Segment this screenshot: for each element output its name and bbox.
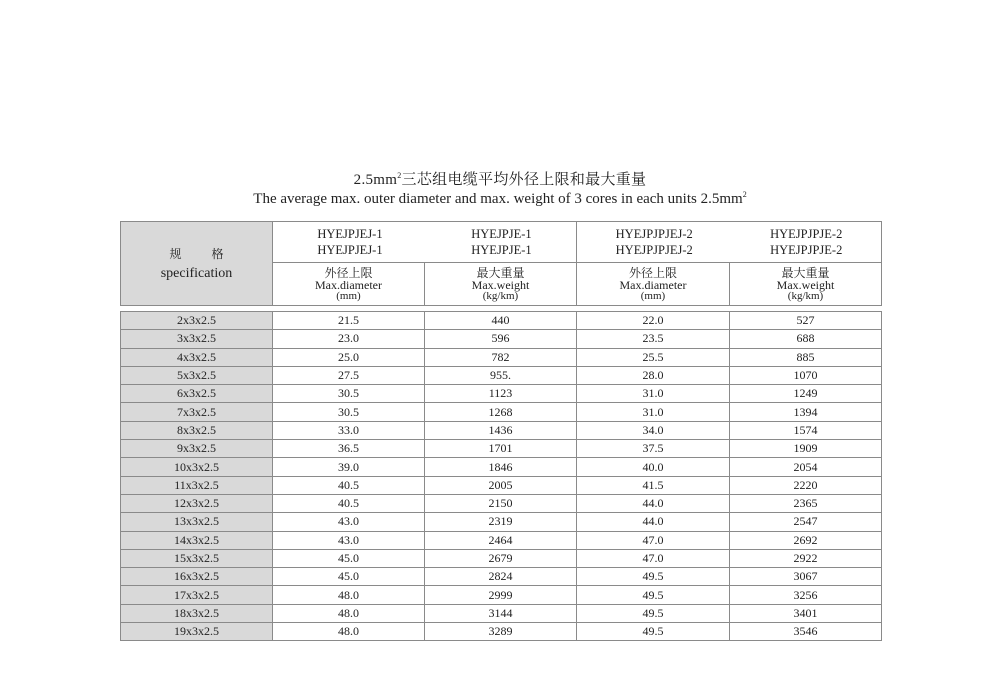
weight-1-cell: 2150 xyxy=(425,494,577,512)
weight-1-cell: 440 xyxy=(425,312,577,330)
diameter-1-cell: 43.0 xyxy=(273,513,425,531)
diameter-2-cell: 23.5 xyxy=(577,330,730,348)
model-group-1 xyxy=(273,222,577,263)
diameter-2-cell: 34.0 xyxy=(577,421,730,439)
table-row xyxy=(121,513,882,531)
spec-cell: 16x3x2.5 xyxy=(121,568,273,586)
spec-cell: 15x3x2.5 xyxy=(121,549,273,567)
spec-cell: 17x3x2.5 xyxy=(121,586,273,604)
diameter-1-cell: 48.0 xyxy=(273,623,425,641)
weight-2-cell: 2547 xyxy=(730,513,882,531)
diameter-1-cell: 30.5 xyxy=(273,403,425,421)
diameter-2-cell: 49.5 xyxy=(577,568,730,586)
diameter-1-cell: 23.0 xyxy=(273,330,425,348)
weight-2-cell: 2922 xyxy=(730,549,882,567)
diameter-2-cell: 31.0 xyxy=(577,385,730,403)
table-row xyxy=(121,330,882,348)
weight-1-cell: 1701 xyxy=(425,440,577,458)
diameter-1-cell: 45.0 xyxy=(273,568,425,586)
model-group-2 xyxy=(577,222,882,263)
weight-1-cell: 596 xyxy=(425,330,577,348)
spec-cell: 6x3x2.5 xyxy=(121,385,273,403)
spec-header-cn: 规格 xyxy=(169,247,254,261)
weight-1-cell: 2824 xyxy=(425,568,577,586)
table-row xyxy=(121,458,882,476)
spec-cell: 9x3x2.5 xyxy=(121,440,273,458)
weight-1-cell: 2005 xyxy=(425,476,577,494)
table-row xyxy=(121,604,882,622)
weight-2-cell: 3067 xyxy=(730,568,882,586)
diameter-1-cell: 39.0 xyxy=(273,458,425,476)
spec-header xyxy=(121,222,273,306)
weight-2-cell: 2054 xyxy=(730,458,882,476)
table-row xyxy=(121,385,882,403)
weight-2-cell: 885 xyxy=(730,348,882,366)
diameter-1-cell: 21.5 xyxy=(273,312,425,330)
col-header-weight-1: 最大重量 Max.weight (kg/km) xyxy=(425,263,577,306)
spec-header-en: specification xyxy=(160,266,233,281)
weight-2-cell: 1574 xyxy=(730,421,882,439)
spec-cell: 7x3x2.5 xyxy=(121,403,273,421)
table-row xyxy=(121,312,882,330)
diameter-1-cell: 30.5 xyxy=(273,385,425,403)
table-row xyxy=(121,366,882,384)
weight-2-cell: 1070 xyxy=(730,366,882,384)
spec-cell: 18x3x2.5 xyxy=(121,604,273,622)
weight-1-cell: 2679 xyxy=(425,549,577,567)
weight-2-cell: 1249 xyxy=(730,385,882,403)
model-group-2-col1: HYEJPJPJEJ-2 HYEJPJPJEJ-2 xyxy=(615,227,693,258)
weight-2-cell: 3401 xyxy=(730,604,882,622)
weight-2-cell: 1909 xyxy=(730,440,882,458)
weight-2-cell: 3546 xyxy=(730,623,882,641)
table-row xyxy=(121,586,882,604)
diameter-1-cell: 33.0 xyxy=(273,421,425,439)
diameter-2-cell: 44.0 xyxy=(577,513,730,531)
table-row xyxy=(121,348,882,366)
model-group-1-col1: HYEJPJEJ-1 HYEJPJEJ-1 xyxy=(317,227,383,258)
weight-1-cell: 1846 xyxy=(425,458,577,476)
diameter-1-cell: 25.0 xyxy=(273,348,425,366)
spec-cell: 11x3x2.5 xyxy=(121,476,273,494)
diameter-1-cell: 36.5 xyxy=(273,440,425,458)
spec-cell: 3x3x2.5 xyxy=(121,330,273,348)
weight-1-cell: 3144 xyxy=(425,604,577,622)
diameter-1-cell: 40.5 xyxy=(273,494,425,512)
table-row xyxy=(121,421,882,439)
diameter-2-cell: 44.0 xyxy=(577,494,730,512)
diameter-1-cell: 27.5 xyxy=(273,366,425,384)
spec-cell: 14x3x2.5 xyxy=(121,531,273,549)
weight-1-cell: 1436 xyxy=(425,421,577,439)
spec-cell: 10x3x2.5 xyxy=(121,458,273,476)
diameter-2-cell: 40.0 xyxy=(577,458,730,476)
weight-2-cell: 3256 xyxy=(730,586,882,604)
diameter-2-cell: 22.0 xyxy=(577,312,730,330)
table-row xyxy=(121,531,882,549)
weight-1-cell: 1123 xyxy=(425,385,577,403)
diameter-2-cell: 37.5 xyxy=(577,440,730,458)
weight-1-cell: 2319 xyxy=(425,513,577,531)
table-row xyxy=(121,568,882,586)
table-row xyxy=(121,623,882,641)
diameter-2-cell: 25.5 xyxy=(577,348,730,366)
weight-2-cell: 688 xyxy=(730,330,882,348)
model-group-2-col2: HYEJPJPJE-2 HYEJPJPJE-2 xyxy=(770,227,843,258)
weight-2-cell: 1394 xyxy=(730,403,882,421)
cable-spec-table xyxy=(120,221,882,641)
spec-cell: 12x3x2.5 xyxy=(121,494,273,512)
spec-cell: 19x3x2.5 xyxy=(121,623,273,641)
diameter-1-cell: 48.0 xyxy=(273,586,425,604)
weight-1-cell: 782 xyxy=(425,348,577,366)
spec-cell: 13x3x2.5 xyxy=(121,513,273,531)
weight-1-cell: 1268 xyxy=(425,403,577,421)
col-header-diameter-1: 外径上限 Max.diameter (mm) xyxy=(273,263,425,306)
weight-2-cell: 527 xyxy=(730,312,882,330)
spec-cell: 2x3x2.5 xyxy=(121,312,273,330)
weight-2-cell: 2365 xyxy=(730,494,882,512)
diameter-1-cell: 45.0 xyxy=(273,549,425,567)
spec-cell: 5x3x2.5 xyxy=(121,366,273,384)
diameter-1-cell: 40.5 xyxy=(273,476,425,494)
table-row xyxy=(121,403,882,421)
model-group-1-col2: HYEJPJE-1 HYEJPJE-1 xyxy=(471,227,532,258)
table-title-cn: $2.5mm^2$三芯组电缆平均外径上限和最大重量 xyxy=(353,171,647,188)
diameter-2-cell: 49.5 xyxy=(577,604,730,622)
table-row xyxy=(121,549,882,567)
diameter-2-cell: 28.0 xyxy=(577,366,730,384)
weight-1-cell: 2464 xyxy=(425,531,577,549)
diameter-2-cell: 47.0 xyxy=(577,549,730,567)
diameter-2-cell: 47.0 xyxy=(577,531,730,549)
table-row xyxy=(121,476,882,494)
col-header-diameter-2: 外径上限 Max.diameter (mm) xyxy=(577,263,730,306)
table-title-en: The average max. outer diameter and max. weight of 3 cores in each units $2.5mm^2$ xyxy=(253,190,747,207)
spec-cell: 4x3x2.5 xyxy=(121,348,273,366)
diameter-2-cell: 49.5 xyxy=(577,586,730,604)
weight-1-cell: 3289 xyxy=(425,623,577,641)
weight-2-cell: 2220 xyxy=(730,476,882,494)
diameter-1-cell: 43.0 xyxy=(273,531,425,549)
diameter-2-cell: 49.5 xyxy=(577,623,730,641)
diameter-2-cell: 31.0 xyxy=(577,403,730,421)
diameter-2-cell: 41.5 xyxy=(577,476,730,494)
weight-1-cell: 955. xyxy=(425,366,577,384)
spec-cell: 8x3x2.5 xyxy=(121,421,273,439)
weight-1-cell: 2999 xyxy=(425,586,577,604)
col-header-weight-2: 最大重量 Max.weight (kg/km) xyxy=(730,263,882,306)
weight-2-cell: 2692 xyxy=(730,531,882,549)
table-row xyxy=(121,440,882,458)
diameter-1-cell: 48.0 xyxy=(273,604,425,622)
table-row xyxy=(121,494,882,512)
